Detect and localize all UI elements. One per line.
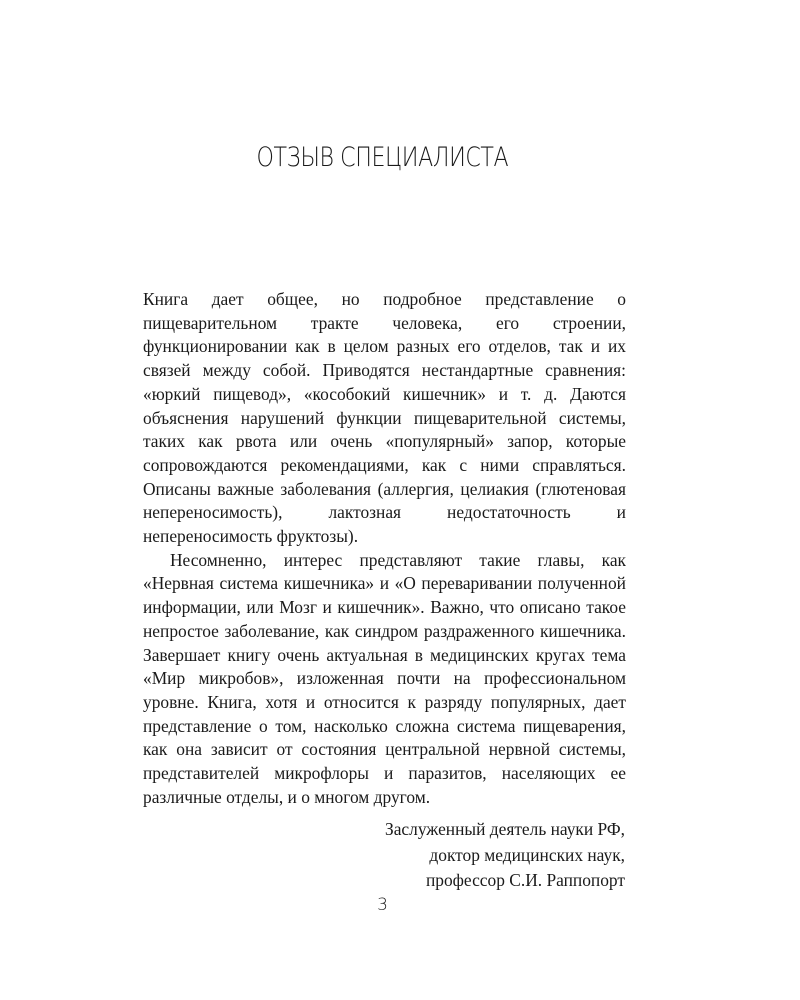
review-text: [143, 288, 626, 809]
signature-line-title: Заслуженный деятель науки РФ,: [385, 819, 625, 839]
paragraph-2: Несомненно, интерес представляют такие главы, как «Нервная система кишечника» и «О переваривании полученной информации, или Мозг и кишечник». Важно, что описано такое непростое заболевание, как синдром раздраженного кишечника. Завершает книгу очень актуальная в медицинских кругах тема «Мир микробов», изложенная почти на профессиональном уровне. Книга, хотя и относится к разряду популярных, дает представление о том, насколько сложна система пищеварения, как она зависит от состояния центральной нервной системы, представителей микрофлоры и паразитов, населяющих ее различные отделы, и о многом другом.: [143, 549, 626, 807]
page-number: 3: [377, 895, 388, 915]
paragraph-1: Книга дает общее, но подробное представление о пищеварительном тракте человека, его строении, функционировании как в целом разных его отделов, так и их связей между собой. Приводятся нестандартные сравнения: «юркий пищевод», «кособокий кишечник» и т. д. Даются объяснения нарушений функции пищеварительной системы, таких как рвота или очень «популярный» запор, которые сопровождаются рекомендациями, как с ними справляться. Описаны важные заболевания (аллергия, целиакия (глютеновая непереносимость), лактозная недостаточность и непереносимость фруктозы).: [143, 289, 626, 547]
page-title: ОТЗЫВ СПЕЦИАЛИСТА: [256, 142, 509, 173]
author-signature: [385, 817, 625, 894]
signature-line-degree: доктор медицинских наук,: [429, 844, 625, 865]
signature-line-name: профессор С.И. Раппопорт: [425, 870, 625, 891]
